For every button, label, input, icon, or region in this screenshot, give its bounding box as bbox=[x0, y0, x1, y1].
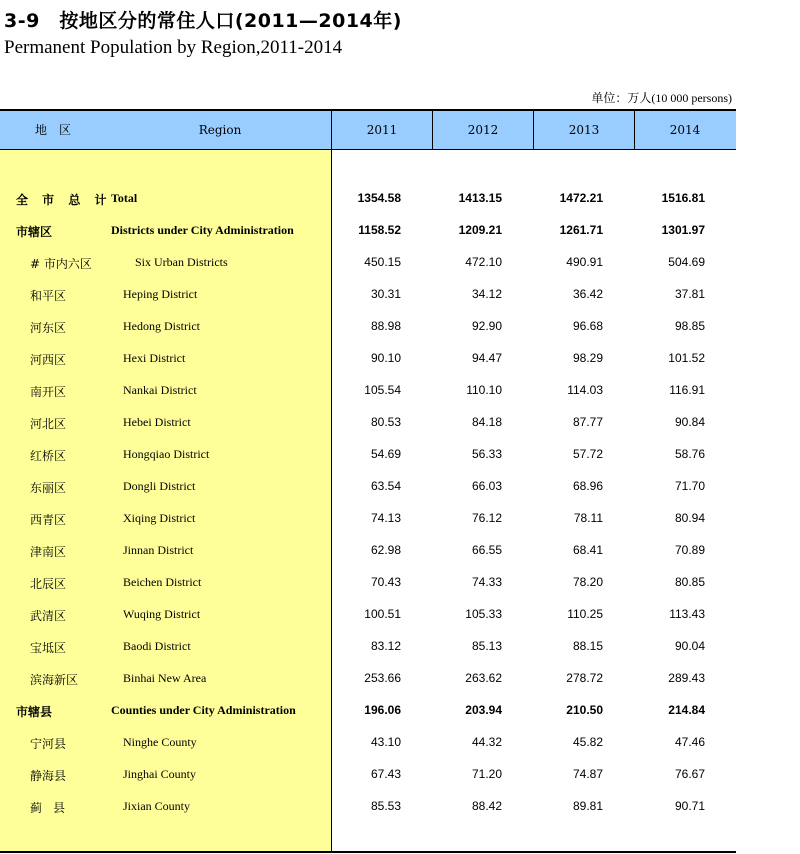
table-row bbox=[0, 536, 736, 568]
cell-2012: 84.18 bbox=[471, 415, 502, 429]
row-label-en: Nankai District bbox=[123, 383, 197, 397]
table-row bbox=[0, 440, 736, 472]
table-row-counties bbox=[0, 696, 736, 728]
cell-2013: 89.81 bbox=[572, 799, 603, 813]
cell-2013: 96.68 bbox=[572, 319, 603, 333]
cell-2011: 70.43 bbox=[370, 575, 401, 589]
row-label-cn: 津南区 bbox=[30, 545, 67, 559]
cell-2012: 85.13 bbox=[471, 639, 502, 653]
row-label-en: Hongqiao District bbox=[123, 447, 210, 461]
table-row bbox=[0, 504, 736, 536]
bottom-rule bbox=[0, 851, 736, 853]
cell-2011: 90.10 bbox=[370, 351, 401, 365]
cell-2012: 66.03 bbox=[471, 479, 502, 493]
row-label-en: Wuqing District bbox=[123, 607, 201, 621]
cell-2013: 78.11 bbox=[573, 511, 603, 525]
cell-2013: 68.41 bbox=[572, 543, 603, 557]
header-year-2013: 2013 bbox=[568, 123, 600, 137]
row-label-en: Districts under City Administration bbox=[111, 223, 294, 237]
row-label-cn: 西青区 bbox=[30, 513, 67, 527]
table-row bbox=[0, 376, 736, 408]
row-label-cn: 红桥区 bbox=[30, 449, 67, 463]
cell-2013: 68.96 bbox=[572, 479, 603, 493]
cell-2014: 90.04 bbox=[674, 639, 705, 653]
cell-2011: 74.13 bbox=[370, 511, 401, 525]
cell-2014: 71.70 bbox=[674, 479, 705, 493]
row-label-cn: 滨海新区 bbox=[30, 673, 79, 687]
cell-2014: 98.85 bbox=[674, 319, 705, 333]
cell-2013: 45.82 bbox=[572, 735, 603, 749]
cell-2011: 62.98 bbox=[370, 543, 401, 557]
cell-2013: 1472.21 bbox=[559, 191, 603, 205]
cell-2014: 76.67 bbox=[674, 767, 705, 781]
cell-2013: 74.87 bbox=[572, 767, 603, 781]
row-label-en: Hebei District bbox=[123, 415, 191, 429]
header-year-2014: 2014 bbox=[669, 123, 701, 137]
cell-2012: 110.10 bbox=[466, 383, 502, 397]
cell-2012: 1413.15 bbox=[458, 191, 502, 205]
cell-2012: 71.20 bbox=[471, 767, 502, 781]
row-label-cn: 宁河县 bbox=[30, 737, 67, 751]
table-header bbox=[0, 111, 736, 150]
row-label-cn: 和平区 bbox=[30, 289, 67, 303]
column-divider bbox=[533, 111, 534, 149]
table-row-total bbox=[0, 184, 736, 216]
table-row bbox=[0, 312, 736, 344]
table-body bbox=[0, 184, 736, 824]
cell-2013: 110.25 bbox=[567, 607, 603, 621]
row-label-en: Jixian County bbox=[123, 799, 191, 813]
column-divider bbox=[432, 111, 433, 149]
row-label-cn: 宝坻区 bbox=[30, 641, 67, 655]
cell-2011: 54.69 bbox=[370, 447, 401, 461]
cell-2012: 66.55 bbox=[471, 543, 502, 557]
column-divider bbox=[634, 111, 635, 149]
row-label-cn: 市辖区 bbox=[16, 225, 53, 239]
cell-2011: 67.43 bbox=[370, 767, 401, 781]
row-label-en: Counties under City Administration bbox=[111, 703, 296, 717]
cell-2011: 43.10 bbox=[370, 735, 401, 749]
cell-2011: 30.31 bbox=[370, 287, 401, 301]
cell-2011: 88.98 bbox=[370, 319, 401, 333]
cell-2014: 116.91 bbox=[669, 383, 705, 397]
row-label-cn: 河东区 bbox=[30, 321, 67, 335]
cell-2014: 504.69 bbox=[668, 255, 705, 269]
header-year-2012: 2012 bbox=[467, 123, 499, 137]
row-label-en: Binhai New Area bbox=[123, 671, 207, 685]
row-label-cn: 河北区 bbox=[30, 417, 67, 431]
cell-2013: 57.72 bbox=[572, 447, 603, 461]
cell-2012: 1209.21 bbox=[458, 223, 502, 237]
cell-2013: 87.77 bbox=[572, 415, 603, 429]
cell-2012: 76.12 bbox=[471, 511, 502, 525]
cell-2012: 263.62 bbox=[465, 671, 502, 685]
cell-2012: 34.12 bbox=[471, 287, 502, 301]
cell-2011: 100.51 bbox=[364, 607, 401, 621]
row-label-cn: # 市内六区 bbox=[30, 257, 92, 271]
cell-2011: 85.53 bbox=[370, 799, 401, 813]
cell-2012: 74.33 bbox=[471, 575, 502, 589]
cell-2013: 278.72 bbox=[566, 671, 603, 685]
cell-2014: 113.43 bbox=[669, 607, 705, 621]
table-row bbox=[0, 760, 736, 792]
cell-2011: 196.06 bbox=[364, 703, 401, 717]
row-label-en: Hedong District bbox=[123, 319, 200, 333]
cell-2014: 214.84 bbox=[668, 703, 705, 717]
cell-2012: 56.33 bbox=[471, 447, 502, 461]
cell-2014: 58.76 bbox=[674, 447, 705, 461]
table-row bbox=[0, 248, 736, 280]
row-label-en: Jinghai County bbox=[123, 767, 197, 781]
row-label-cn: 蓟县 bbox=[30, 801, 77, 815]
cell-2012: 472.10 bbox=[465, 255, 502, 269]
cell-2014: 1301.97 bbox=[661, 223, 705, 237]
cell-2013: 36.42 bbox=[572, 287, 603, 301]
cell-2013: 114.03 bbox=[567, 383, 603, 397]
cell-2013: 78.20 bbox=[572, 575, 603, 589]
cell-2013: 1261.71 bbox=[559, 223, 603, 237]
table-row bbox=[0, 280, 736, 312]
cell-2014: 1516.81 bbox=[661, 191, 705, 205]
table-row bbox=[0, 472, 736, 504]
row-label-en: Jinnan District bbox=[123, 543, 194, 557]
cell-2011: 1354.58 bbox=[357, 191, 401, 205]
cell-2012: 92.90 bbox=[471, 319, 502, 333]
cell-2012: 203.94 bbox=[465, 703, 502, 717]
cell-2014: 90.84 bbox=[674, 415, 705, 429]
table-title-chinese: 3-9 按地区分的常住人口(2011—2014年) bbox=[4, 10, 402, 32]
cell-2011: 1158.52 bbox=[358, 223, 401, 237]
cell-2011: 253.66 bbox=[364, 671, 401, 685]
table-row-districts bbox=[0, 216, 736, 248]
header-year-2011: 2011 bbox=[366, 123, 398, 137]
cell-2011: 83.12 bbox=[370, 639, 401, 653]
row-label-cn: 东丽区 bbox=[30, 481, 67, 495]
table-row bbox=[0, 568, 736, 600]
row-label-cn: 北辰区 bbox=[30, 577, 67, 591]
table-title-english: Permanent Population by Region,2011-2014 bbox=[4, 37, 343, 58]
cell-2011: 105.54 bbox=[364, 383, 401, 397]
row-label-en: Baodi District bbox=[123, 639, 191, 653]
cell-2014: 90.71 bbox=[674, 799, 705, 813]
row-label-cn: 全 市 总 计 bbox=[16, 193, 112, 207]
cell-2013: 98.29 bbox=[572, 351, 603, 365]
row-label-cn: 武清区 bbox=[30, 609, 67, 623]
cell-2014: 47.46 bbox=[674, 735, 705, 749]
cell-2014: 101.52 bbox=[668, 351, 705, 365]
row-label-cn: 河西区 bbox=[30, 353, 67, 367]
row-label-en: Six Urban Districts bbox=[135, 255, 228, 269]
cell-2014: 70.89 bbox=[674, 543, 705, 557]
cell-2014: 37.81 bbox=[674, 287, 705, 301]
cell-2013: 210.50 bbox=[566, 703, 603, 717]
cell-2012: 88.42 bbox=[471, 799, 502, 813]
table-row bbox=[0, 600, 736, 632]
cell-2013: 88.15 bbox=[572, 639, 603, 653]
cell-2011: 63.54 bbox=[370, 479, 401, 493]
table-row bbox=[0, 664, 736, 696]
row-label-en: Ninghe County bbox=[123, 735, 197, 749]
header-region-en: Region bbox=[198, 123, 242, 137]
row-label-en: Xiqing District bbox=[123, 511, 196, 525]
cell-2014: 80.85 bbox=[674, 575, 705, 589]
cell-2014: 289.43 bbox=[668, 671, 705, 685]
row-label-en: Beichen District bbox=[123, 575, 202, 589]
cell-2011: 450.15 bbox=[364, 255, 401, 269]
row-label-cn: 静海县 bbox=[30, 769, 67, 783]
row-label-cn: 南开区 bbox=[30, 385, 67, 399]
cell-2012: 44.32 bbox=[471, 735, 502, 749]
row-label-en: Total bbox=[111, 191, 138, 205]
table-row bbox=[0, 408, 736, 440]
row-label-en: Heping District bbox=[123, 287, 198, 301]
cell-2013: 490.91 bbox=[566, 255, 603, 269]
table-row bbox=[0, 632, 736, 664]
cell-2014: 80.94 bbox=[674, 511, 705, 525]
table-row bbox=[0, 792, 736, 824]
table-row bbox=[0, 344, 736, 376]
unit-note: 单位：万人(10 000 persons) bbox=[591, 91, 732, 105]
header-region-cn: 地 区 bbox=[34, 123, 71, 137]
row-label-en: Dongli District bbox=[123, 479, 196, 493]
cell-2011: 80.53 bbox=[370, 415, 401, 429]
table-row bbox=[0, 728, 736, 760]
cell-2012: 94.47 bbox=[471, 351, 502, 365]
row-label-en: Hexi District bbox=[123, 351, 186, 365]
cell-2012: 105.33 bbox=[465, 607, 502, 621]
row-label-cn: 市辖县 bbox=[16, 705, 53, 719]
